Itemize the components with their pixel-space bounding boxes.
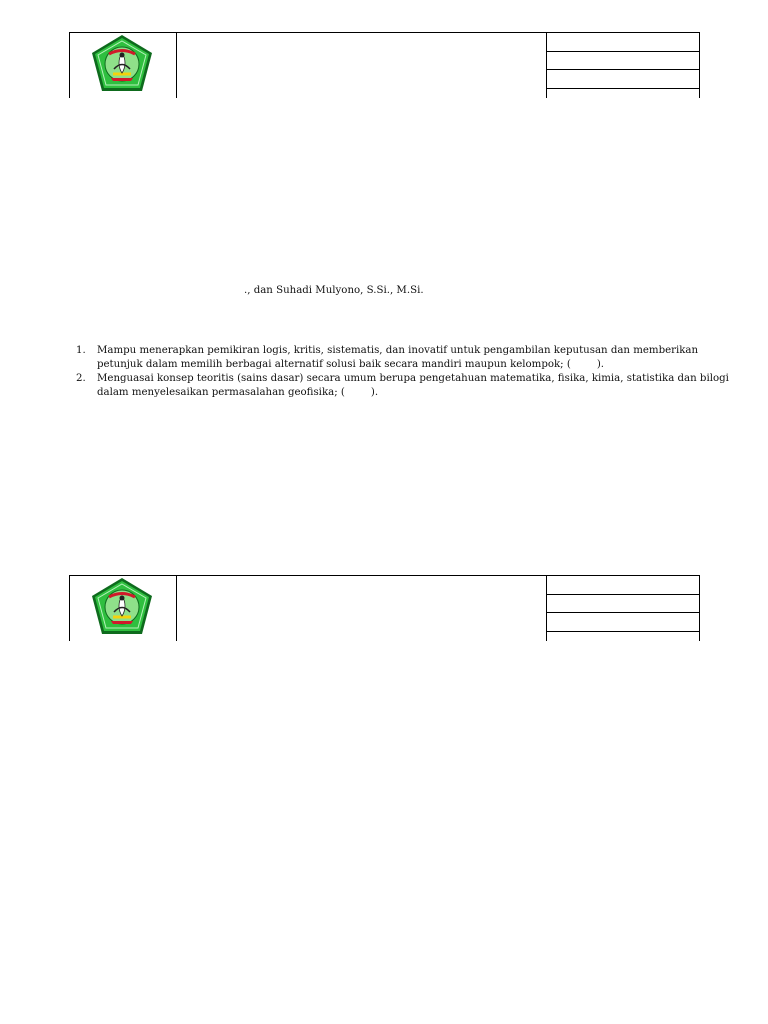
list-item-text: Menguasai konsep teoritis (sains dasar) secara umum berupa pengetahuan matematika, fisika, kimia, statistika dan bilogi dalam menyelesaikan permasalahan geofisika; ( (97, 373, 729, 398)
header-border-top (69, 32, 700, 33)
authors-text: ., dan Suhadi Mulyono, S.Si., M.Si. (244, 285, 424, 296)
document-header-table (69, 32, 700, 98)
header-border-left (69, 32, 70, 98)
header-border-top (69, 575, 700, 576)
header-info-row-line (546, 51, 700, 52)
list-item-number: 2. (76, 373, 86, 384)
university-emblem-icon (89, 576, 155, 639)
document-header-table (69, 575, 700, 641)
header-info-row-line (546, 612, 700, 613)
list-item-number: 1. (76, 345, 86, 356)
header-info-row-line (546, 88, 700, 89)
learning-outcomes-list (74, 344, 742, 400)
list-item-suffix: ). (596, 359, 605, 370)
header-divider-logo (176, 575, 177, 641)
list-item-text: Mampu menerapkan pemikiran logis, kritis, sistematis, dan inovatif untuk pengambilan keputusan dan memberikan petunjuk dalam memilih berbagai alternatif solusi baik secara mandiri maupun kelompok; ( (97, 345, 699, 370)
list-item (74, 372, 742, 400)
authors-line (244, 284, 424, 298)
header-info-row-line (546, 631, 700, 632)
header-info-row-line (546, 594, 700, 595)
header-info-row-line (546, 69, 700, 70)
list-item-suffix: ). (370, 387, 379, 398)
university-emblem-icon (89, 33, 155, 96)
header-divider-logo (176, 32, 177, 98)
list-item (74, 344, 742, 372)
header-border-left (69, 575, 70, 641)
